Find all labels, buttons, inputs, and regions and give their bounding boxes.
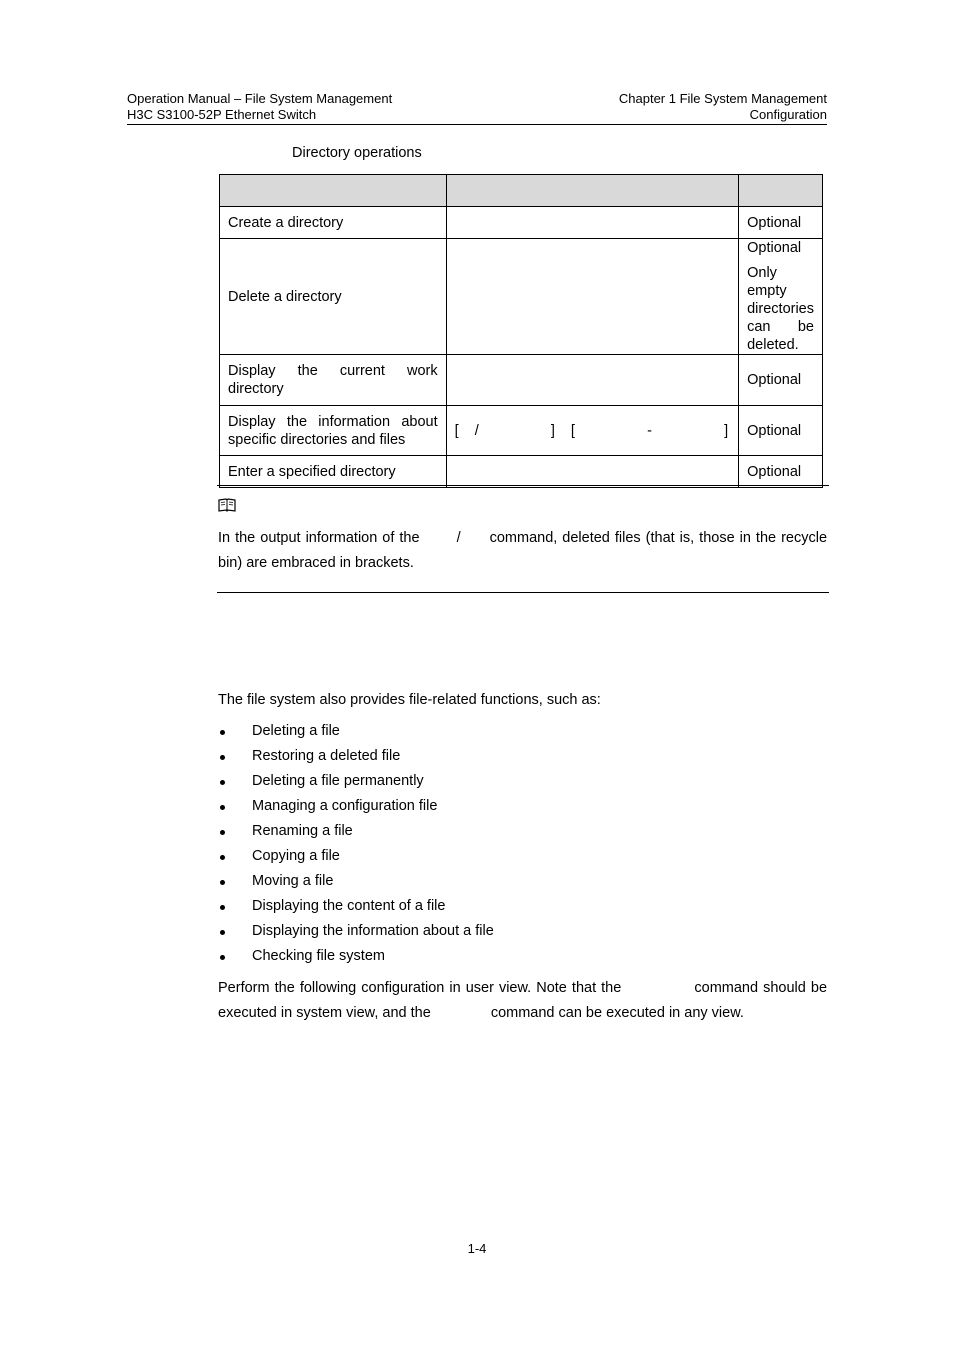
bullet-icon — [220, 755, 225, 760]
bullet-icon — [220, 780, 225, 785]
remarks-cell: Optional — [739, 207, 823, 239]
table-header-cell — [446, 175, 738, 207]
remarks-cell — [739, 239, 823, 355]
command-cell: [ / ] [ - ] — [446, 406, 738, 456]
bullet-icon — [220, 830, 225, 835]
config-paragraph — [218, 976, 827, 1026]
list-item: Displaying the content of a file — [218, 894, 494, 919]
command-cell — [446, 456, 738, 488]
list-item: Checking file system — [218, 944, 494, 969]
command-cell — [446, 355, 738, 406]
note-text-a: In the output information of the — [218, 530, 420, 546]
note-text-b: command, deleted files (that is, those in the recycle bin) are embraced in brackets. — [218, 530, 828, 571]
intro-paragraph: The file system also provides file-related functions, such as: — [218, 692, 601, 708]
remarks-cell: Optional — [739, 406, 823, 456]
list-item: Managing a configuration file — [218, 794, 494, 819]
note-bottom-rule — [217, 592, 829, 593]
config-part1: Perform the following configuration in user view. Note that the — [218, 980, 622, 996]
remarks-cell: Optional — [739, 355, 823, 406]
list-item: Displaying the information about a file — [218, 919, 494, 944]
list-item: Renaming a file — [218, 819, 494, 844]
list-item: Deleting a file permanently — [218, 769, 494, 794]
bullet-icon — [220, 905, 225, 910]
section-title: Configuration — [749, 107, 827, 122]
header-right — [527, 91, 827, 123]
remarks-optional: Optional — [747, 240, 802, 256]
bullet-icon — [220, 805, 225, 810]
bullet-icon — [220, 880, 225, 885]
page-number: 1-4 — [467, 1241, 487, 1256]
directory-operations-table — [219, 174, 823, 488]
chapter-title: Chapter 1 File System Management — [618, 91, 827, 106]
command-cell — [446, 207, 738, 239]
remarks-extra: Only empty directories can be deleted. — [747, 265, 814, 353]
table-row — [220, 239, 823, 355]
note-top-rule — [217, 485, 829, 486]
header-rule — [127, 124, 827, 125]
note-slash: / — [456, 530, 461, 546]
table-header-cell — [220, 175, 447, 207]
command-cell — [446, 239, 738, 355]
book-icon — [218, 498, 236, 512]
note-text — [218, 526, 827, 576]
operation-cell — [220, 355, 447, 406]
bullet-icon — [220, 930, 225, 935]
operation-text: Display the current work directory — [228, 363, 438, 397]
table-header-row — [220, 175, 823, 207]
bullet-icon — [220, 955, 225, 960]
table-row — [220, 406, 823, 456]
table-row — [220, 355, 823, 406]
config-part2: command should be executed in system view, and the — [218, 980, 828, 1021]
list-item: Moving a file — [218, 869, 494, 894]
list-item: Deleting a file — [218, 719, 494, 744]
config-part3: command can be executed in any view. — [490, 1005, 744, 1021]
operation-cell: Delete a directory — [220, 239, 447, 355]
manual-title: Operation Manual – File System Management — [127, 91, 393, 106]
bullet-icon — [220, 855, 225, 860]
list-item: Copying a file — [218, 844, 494, 869]
function-list — [218, 719, 494, 969]
table-caption: Directory operations — [292, 145, 422, 161]
table-header-cell — [739, 175, 823, 207]
operation-cell: Create a directory — [220, 207, 447, 239]
product-name: H3C S3100-52P Ethernet Switch — [127, 107, 317, 122]
remarks-cell: Optional — [739, 456, 823, 488]
header-left — [127, 91, 392, 123]
table-row — [220, 456, 823, 488]
bullet-icon — [220, 730, 225, 735]
operation-cell: Enter a specified directory — [220, 456, 447, 488]
operation-cell: Display the information about specific directories and files — [220, 406, 447, 456]
table-row — [220, 207, 823, 239]
list-item: Restoring a deleted file — [218, 744, 494, 769]
